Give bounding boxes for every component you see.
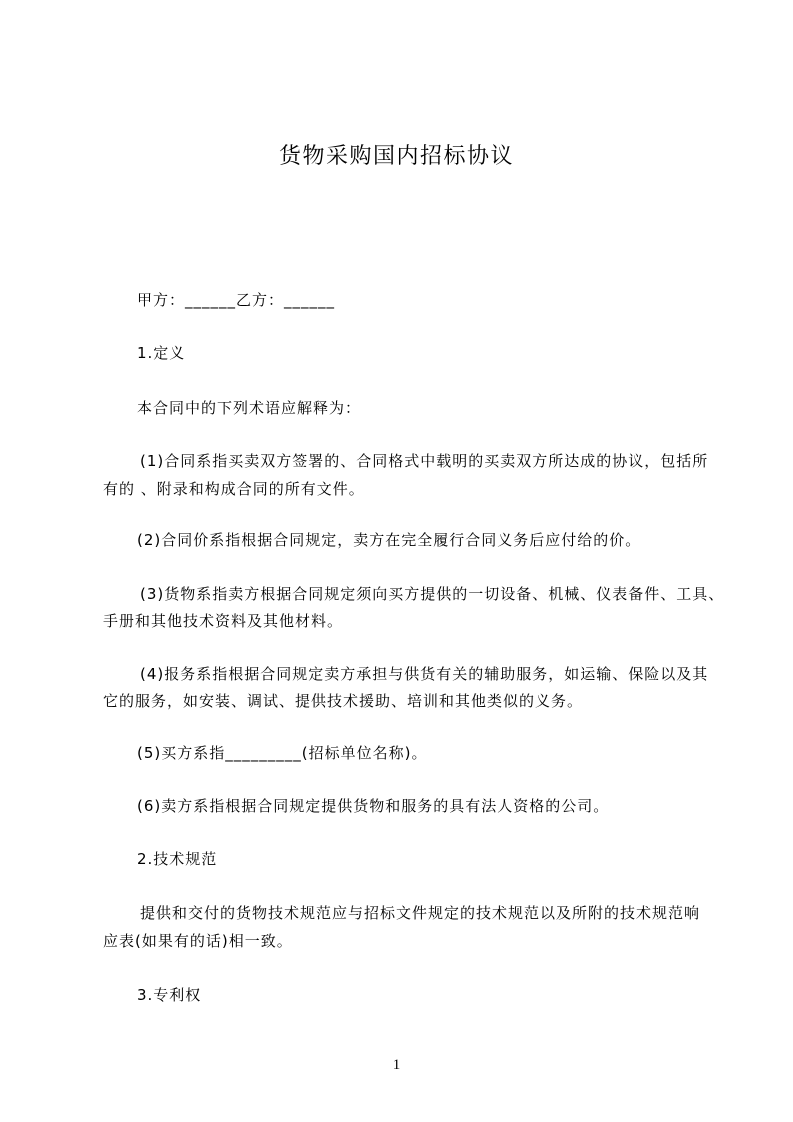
definition-item-4-line-1: (4)报务系指根据合同规定卖方承担与供货有关的辅助服务，如运输、保险以及其 <box>140 665 709 683</box>
definition-item-2-line-1: (2)合同价系指根据合同规定，卖方在完全履行合同义务后应付给的价。 <box>137 531 642 549</box>
definition-item-6-line-1: (6)卖方系指根据合同规定提供货物和服务的具有法人资格的公司。 <box>137 797 610 815</box>
page-number: 1 <box>392 1057 401 1073</box>
definition-item-5-line-1: (5)买方系指_________(招标单位名称)。 <box>137 744 428 762</box>
section-2-body-line-2: 应表(如果有的话)相一致。 <box>103 932 293 950</box>
definition-item-1-line-2: 有的 、附录和构成合同的所有文件。 <box>103 480 365 498</box>
definition-item-3-line-2: 手册和其他技术资料及其他材料。 <box>103 612 344 630</box>
section-2-body-line-1: 提供和交付的货物技术规范应与招标文件规定的技术规范以及所附的技术规范响 <box>140 904 701 922</box>
section-3-heading: 3.专利权 <box>137 986 202 1004</box>
section-2-heading: 2.技术规范 <box>137 850 218 868</box>
parties-line: 甲方：______乙方：______ <box>137 291 336 309</box>
section-1-intro: 本合同中的下列术语应解释为： <box>137 399 362 417</box>
definition-item-1-line-1: (1)合同系指买卖双方签署的、合同格式中载明的买卖双方所达成的协议，包括所 <box>140 452 709 470</box>
definition-item-3-line-1: (3)货物系指卖方根据合同规定须向买方提供的一切设备、机械、仪表备件、工具、 <box>140 585 725 603</box>
definition-item-4-line-2: 它的服务，如安装、调试、提供技术援助、培训和其他类似的义务。 <box>103 692 584 710</box>
section-1-heading: 1.定义 <box>137 344 186 362</box>
document-title: 货物采购国内招标协议 <box>278 144 514 169</box>
